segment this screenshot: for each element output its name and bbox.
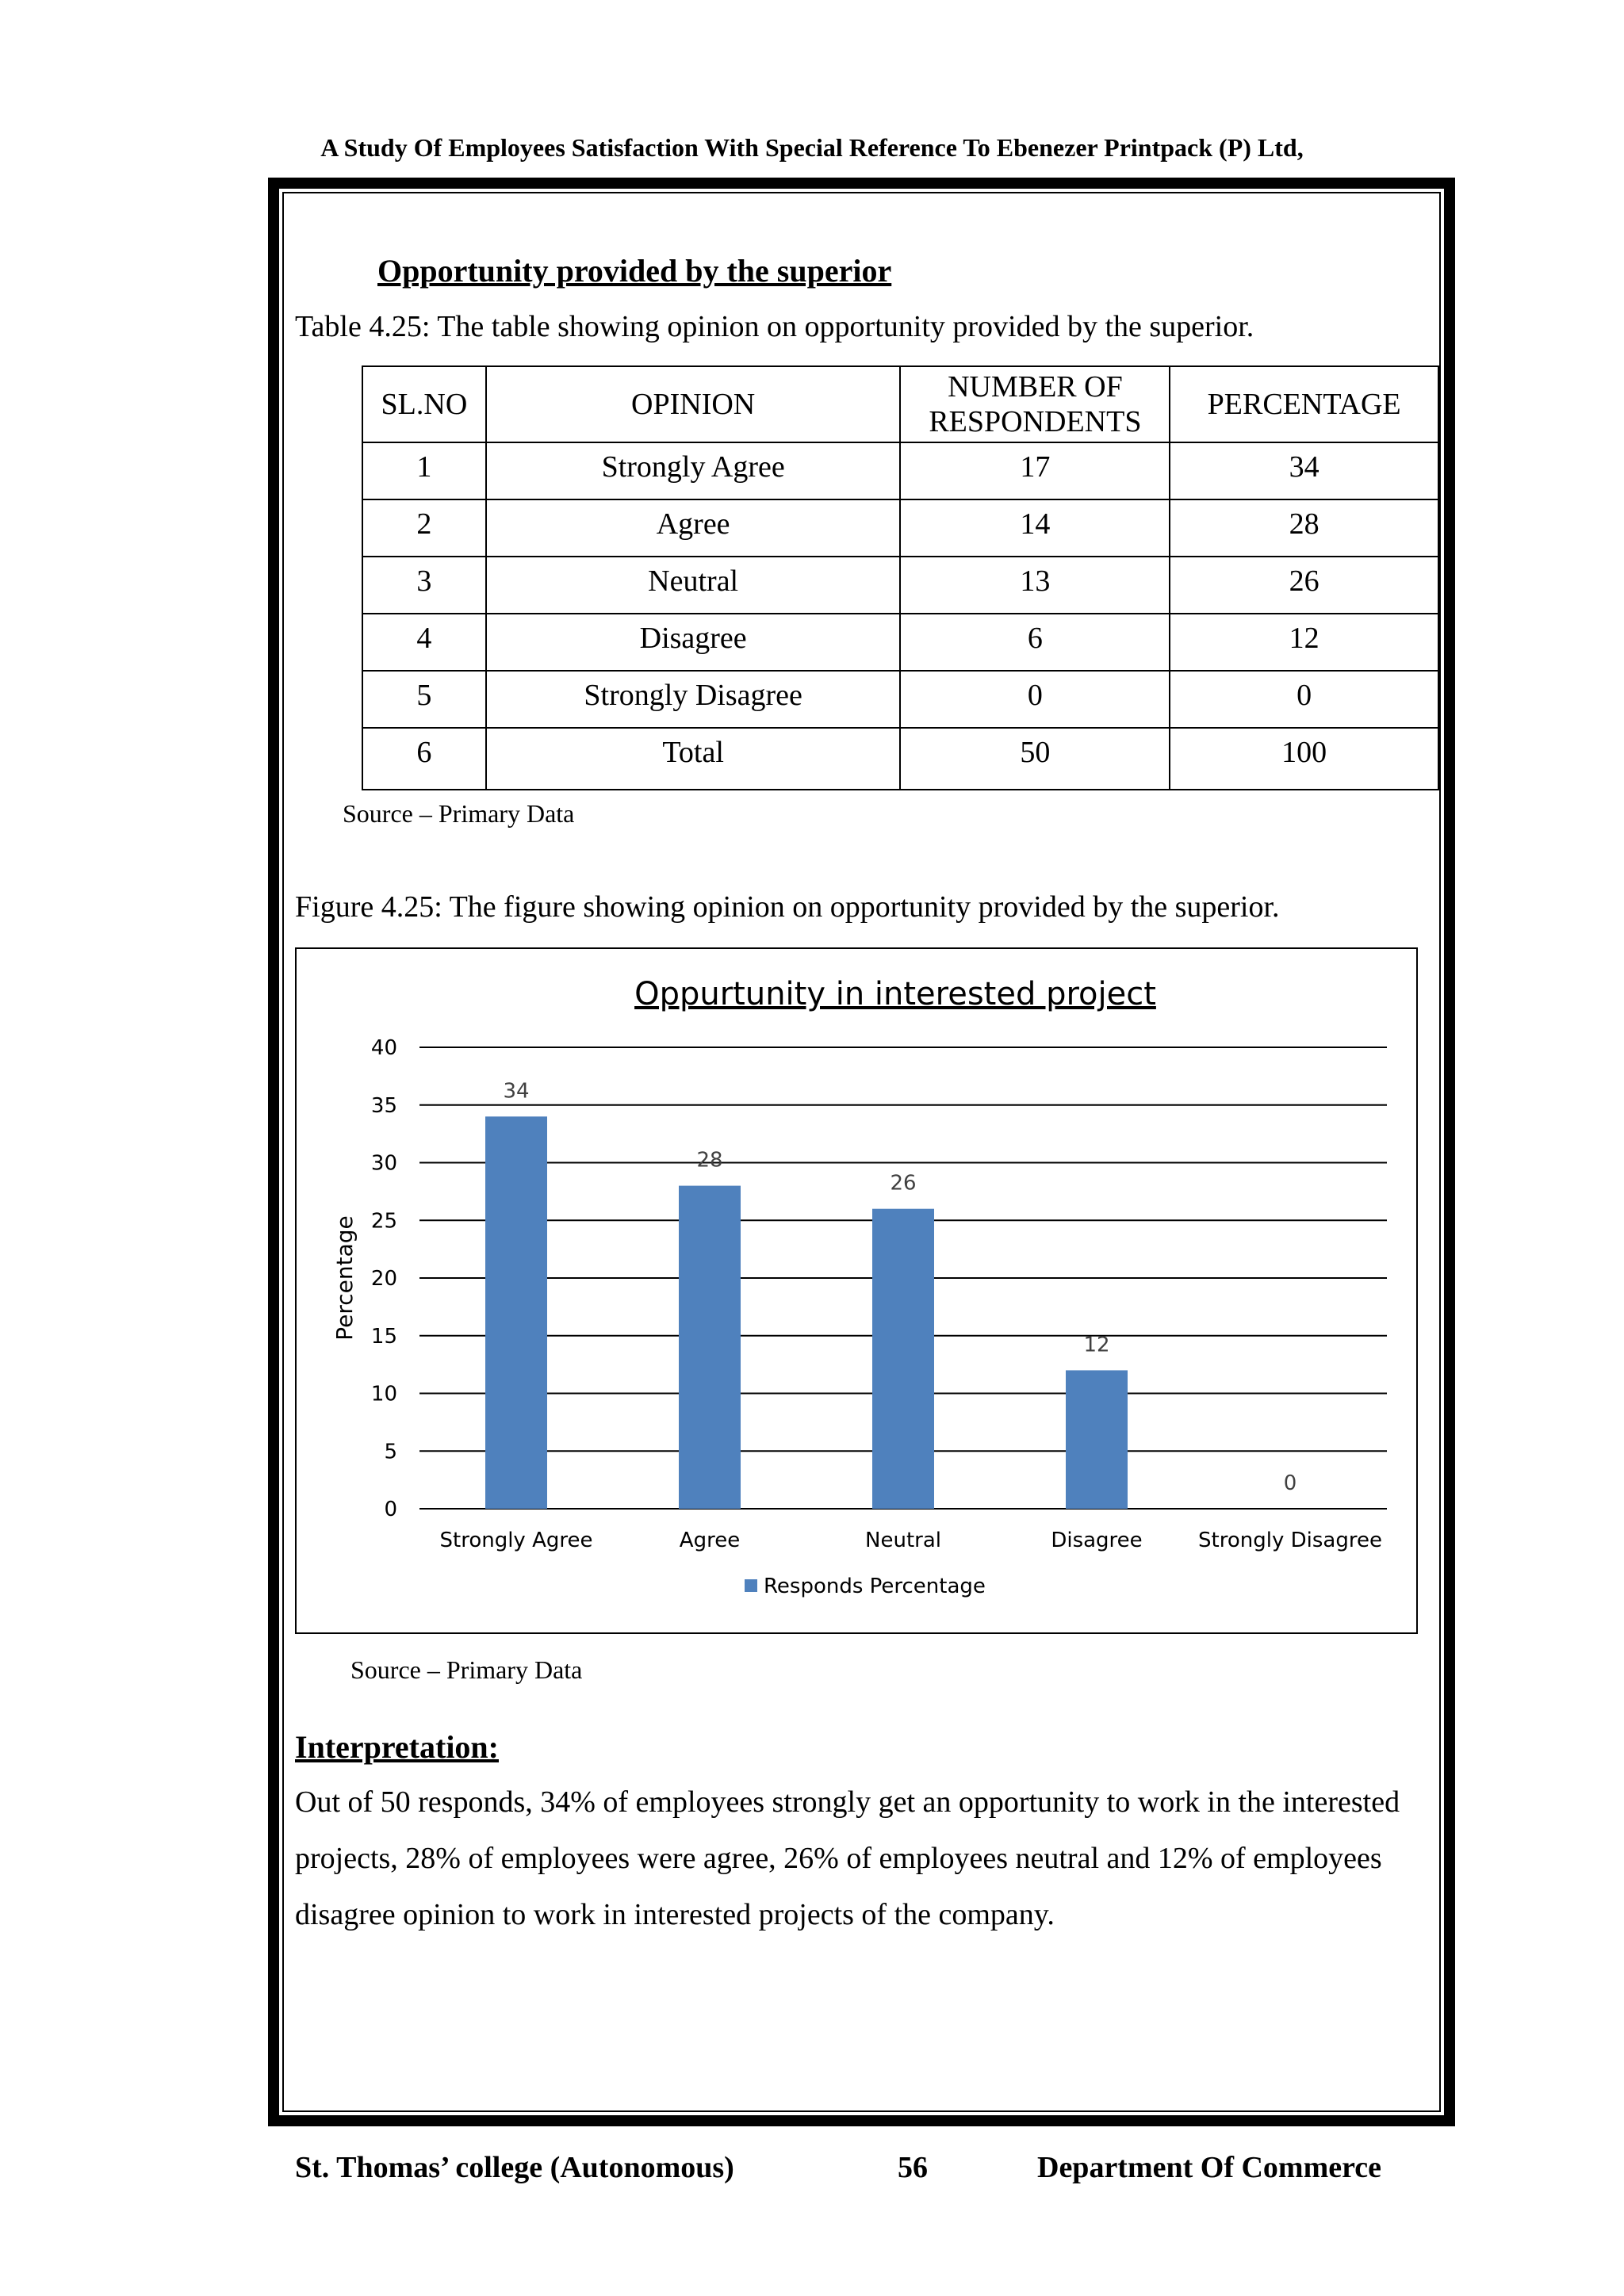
table-cell: Strongly Agree bbox=[486, 442, 901, 499]
y-tick-label: 40 bbox=[370, 1036, 397, 1060]
chart-container bbox=[295, 947, 1418, 1634]
y-tick-label: 30 bbox=[370, 1151, 397, 1176]
table-cell: 5 bbox=[362, 671, 486, 728]
table-cell: 100 bbox=[1170, 728, 1438, 790]
table-cell: Total bbox=[486, 728, 901, 790]
legend-label: Responds Percentage bbox=[764, 1575, 986, 1598]
interpretation-title: Interpretation: bbox=[295, 1729, 499, 1765]
table-cell: 4 bbox=[362, 614, 486, 671]
data-label: 26 bbox=[890, 1171, 917, 1196]
table-caption: Table 4.25: The table showing opinion on opportunity provided by the superior. bbox=[295, 310, 1254, 343]
data-label: 28 bbox=[696, 1148, 723, 1173]
opinion-table bbox=[362, 365, 1439, 790]
x-tick-label: Strongly Disagree bbox=[1198, 1529, 1382, 1552]
table-cell: Agree bbox=[486, 499, 901, 557]
table-cell: 3 bbox=[362, 557, 486, 614]
table-row bbox=[362, 442, 1438, 499]
data-label: 0 bbox=[1283, 1471, 1297, 1495]
table-cell: 0 bbox=[1170, 671, 1438, 728]
bar bbox=[485, 1116, 547, 1509]
section-title: Opportunity provided by the superior bbox=[377, 253, 892, 289]
bar bbox=[872, 1209, 934, 1509]
table-cell: Strongly Disagree bbox=[486, 671, 901, 728]
table-row bbox=[362, 671, 1438, 728]
table-cell: 12 bbox=[1170, 614, 1438, 671]
interpretation-text: Out of 50 responds, 34% of employees strongly get an opportunity to work in the interested projects, 28% of employees were agree, 26% of employees neutral and 12% of employees disagree opinion to work in interested projects of the company. bbox=[295, 1785, 1400, 1931]
table-cell: 6 bbox=[900, 614, 1170, 671]
table-cell: 13 bbox=[900, 557, 1170, 614]
table-cell: 26 bbox=[1170, 557, 1438, 614]
table-cell: 28 bbox=[1170, 499, 1438, 557]
table-header-cell: OPINION bbox=[486, 366, 901, 442]
footer-page-number: 56 bbox=[898, 2151, 928, 2184]
bar-chart bbox=[297, 949, 1416, 1632]
y-tick-label: 35 bbox=[370, 1093, 397, 1118]
table-row bbox=[362, 614, 1438, 671]
table-row bbox=[362, 728, 1438, 790]
table-cell: 14 bbox=[900, 499, 1170, 557]
table-cell: Neutral bbox=[486, 557, 901, 614]
figure-caption: Figure 4.25: The figure showing opinion on opportunity provided by the superior. bbox=[295, 890, 1280, 924]
table-row bbox=[362, 557, 1438, 614]
y-tick-label: 15 bbox=[370, 1324, 397, 1349]
y-axis-label: Percentage bbox=[331, 1215, 358, 1341]
table-row bbox=[362, 499, 1438, 557]
footer-department: Department Of Commerce bbox=[1037, 2151, 1382, 2184]
table-header-cell: SL.NO bbox=[362, 366, 486, 442]
table-cell: 2 bbox=[362, 499, 486, 557]
x-tick-label: Disagree bbox=[1051, 1529, 1143, 1552]
running-header: A Study Of Employees Satisfaction With Special Reference To Ebenezer Printpack (P) Ltd, bbox=[320, 133, 1304, 162]
table-cell: Disagree bbox=[486, 614, 901, 671]
bar bbox=[679, 1186, 741, 1509]
data-label: 12 bbox=[1083, 1333, 1110, 1357]
x-tick-label: Neutral bbox=[865, 1529, 941, 1552]
y-tick-label: 25 bbox=[370, 1209, 397, 1234]
table-cell: 1 bbox=[362, 442, 486, 499]
y-tick-label: 10 bbox=[370, 1382, 397, 1406]
figure-source: Source – Primary Data bbox=[350, 1655, 583, 1684]
table-cell: 34 bbox=[1170, 442, 1438, 499]
bar bbox=[1066, 1370, 1128, 1509]
x-tick-label: Strongly Agree bbox=[439, 1529, 593, 1552]
table-cell: 6 bbox=[362, 728, 486, 790]
y-tick-label: 5 bbox=[384, 1440, 397, 1464]
table-cell: 17 bbox=[900, 442, 1170, 499]
table-header-row bbox=[362, 366, 1438, 442]
footer-college: St. Thomas’ college (Autonomous) bbox=[295, 2151, 734, 2184]
legend-swatch bbox=[745, 1579, 757, 1592]
chart-title: Oppurtunity in interested project bbox=[634, 976, 1156, 1012]
table-header-cell: PERCENTAGE bbox=[1170, 366, 1438, 442]
table-source: Source – Primary Data bbox=[343, 799, 575, 828]
y-tick-label: 0 bbox=[384, 1498, 397, 1521]
x-tick-label: Agree bbox=[679, 1529, 741, 1552]
data-label: 34 bbox=[503, 1079, 530, 1104]
y-tick-label: 20 bbox=[370, 1267, 397, 1291]
header-respondents: NUMBER OF RESPONDENTS bbox=[929, 370, 1142, 438]
table-cell: 0 bbox=[900, 671, 1170, 728]
table-cell: 50 bbox=[900, 728, 1170, 790]
table-header-cell bbox=[900, 366, 1170, 442]
